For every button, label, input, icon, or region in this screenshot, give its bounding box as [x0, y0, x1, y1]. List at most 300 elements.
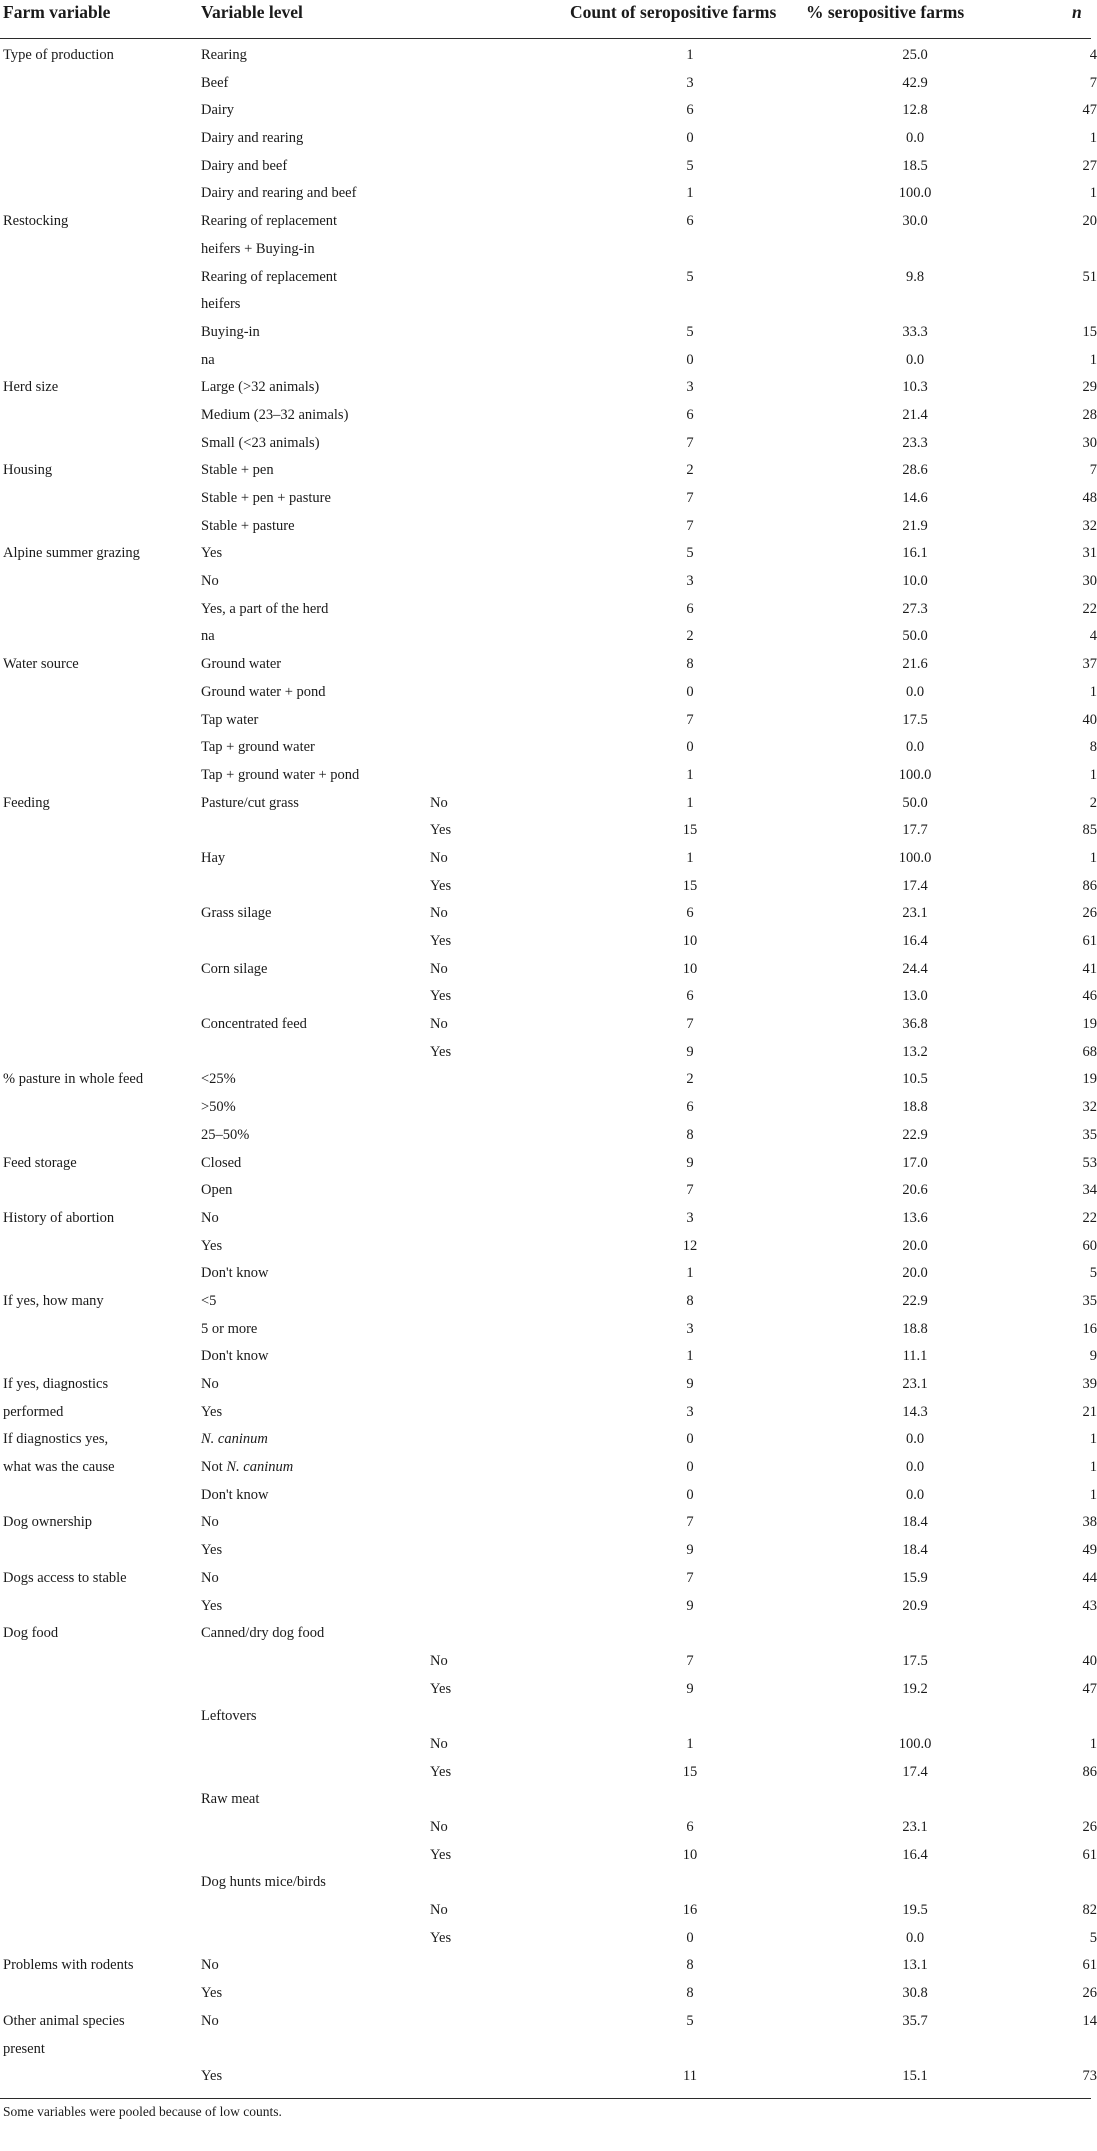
- table-row: [0, 2009, 1097, 2037]
- table-row: [0, 1012, 1097, 1040]
- cell-variable-level: Pasture/cut grass: [201, 794, 299, 811]
- cell-variable-level: Yes: [201, 1542, 223, 1559]
- cell-n: 1: [1089, 766, 1097, 783]
- table-row: [0, 846, 1097, 874]
- cell-count: 1: [686, 47, 694, 63]
- cell-count: 9: [686, 1043, 694, 1060]
- cell-n: 49: [1082, 1542, 1097, 1559]
- cell-percent: 30.8: [902, 1985, 928, 2002]
- cell-count: 2: [686, 628, 694, 645]
- cell-n: 5: [1089, 1929, 1097, 1946]
- cell-percent: 21.9: [902, 517, 928, 534]
- cell-variable-level: Dairy: [201, 102, 235, 119]
- cell-percent: 19.5: [902, 1902, 928, 1919]
- table-row: [0, 680, 1097, 708]
- cell-sub-level: No: [430, 1902, 448, 1919]
- cell-percent: 22.9: [902, 1292, 928, 1309]
- cell-variable-level: Dairy and rearing: [201, 130, 304, 147]
- cell-farm-variable: If diagnostics yes,: [3, 1431, 109, 1448]
- cell-percent: 100.0: [898, 766, 932, 783]
- cell-variable-level: Yes: [201, 1985, 223, 2002]
- table-row: [0, 1483, 1097, 1511]
- table-row: [0, 708, 1097, 736]
- table-row: [0, 569, 1097, 597]
- cell-count: 2: [686, 462, 694, 479]
- cell-percent: 17.4: [902, 1763, 928, 1780]
- cell-n: 26: [1082, 1985, 1097, 2002]
- cell-percent: 12.8: [902, 102, 928, 119]
- table-footnote: Some variables were pooled because of low counts.: [3, 2104, 282, 2119]
- cell-count: 1: [686, 766, 694, 783]
- cell-percent: 15.1: [902, 2068, 928, 2085]
- cell-count: 7: [686, 517, 694, 534]
- cell-percent: 0.0: [905, 351, 925, 368]
- cell-percent: 20.0: [902, 1237, 928, 1254]
- table-row: [0, 1317, 1097, 1345]
- cell-variable-level: Don't know: [201, 1265, 269, 1282]
- cell-percent: 21.4: [902, 406, 928, 423]
- cell-n: 1: [1089, 1431, 1097, 1448]
- cell-count: 5: [686, 157, 694, 174]
- cell-percent: 0.0: [905, 1431, 925, 1448]
- cell-sub-level: Yes: [430, 988, 452, 1005]
- cell-farm-variable: Housing: [3, 462, 53, 479]
- cell-n: 37: [1082, 656, 1097, 673]
- cell-variable-level: Medium (23–32 animals): [201, 406, 349, 423]
- cell-n: 60: [1082, 1237, 1097, 1254]
- cell-percent: 18.8: [902, 1320, 928, 1337]
- cell-n: 1: [1089, 1735, 1097, 1752]
- cell-n: 8: [1089, 739, 1097, 756]
- cell-n: 47: [1082, 1680, 1097, 1697]
- table-row: [0, 541, 1097, 569]
- cell-percent: 17.0: [902, 1154, 928, 1171]
- cell-variable-level: No: [201, 573, 219, 590]
- cell-n: 86: [1082, 877, 1097, 894]
- cell-n: 9: [1089, 1348, 1097, 1365]
- cell-farm-variable: what was the cause: [3, 1459, 115, 1476]
- cell-percent: 10.5: [902, 1071, 928, 1088]
- cell-count: 6: [686, 988, 694, 1005]
- cell-count: 7: [686, 434, 694, 451]
- cell-count: 6: [686, 213, 694, 230]
- table-row: [0, 1898, 1097, 1926]
- cell-count: 7: [686, 1182, 694, 1199]
- cell-percent: 17.4: [902, 877, 928, 894]
- table-row: [0, 209, 1097, 237]
- cell-percent: 17.5: [902, 1652, 928, 1669]
- cell-percent: 0.0: [905, 683, 925, 700]
- cell-count: 8: [686, 1985, 694, 2002]
- cell-n: 28: [1082, 406, 1097, 423]
- cell-percent: 22.9: [902, 1126, 928, 1143]
- cell-n: 21: [1082, 1403, 1097, 1420]
- cell-percent: 13.1: [902, 1957, 928, 1974]
- cell-farm-variable: % pasture in whole feed: [3, 1071, 144, 1088]
- cell-level-text: Not: [201, 1459, 227, 1476]
- cell-percent: 100.0: [898, 1735, 932, 1752]
- cell-n: 73: [1082, 2068, 1097, 2085]
- cell-percent: 16.4: [902, 1846, 928, 1863]
- cell-count: 10: [682, 933, 698, 949]
- cell-count: 5: [686, 2012, 694, 2029]
- table-row: [0, 348, 1097, 376]
- cell-variable-level: Rearing of replacement: [201, 268, 338, 285]
- cell-variable-level: Concentrated feed: [201, 1016, 307, 1033]
- cell-n: 4: [1089, 47, 1097, 63]
- cell-percent: 9.8: [905, 268, 925, 285]
- header-n: n: [1072, 2, 1082, 22]
- cell-percent: 15.9: [902, 1569, 928, 1586]
- cell-count: 6: [686, 905, 694, 922]
- cell-count: 5: [686, 545, 694, 562]
- table-row: [0, 1621, 1091, 1649]
- table-row: [0, 624, 1097, 652]
- cell-farm-variable: performed: [3, 1403, 64, 1420]
- header-farm-variable: Farm variable: [3, 2, 111, 22]
- cell-n: 47: [1082, 102, 1097, 119]
- cell-variable-level: heifers: [201, 296, 241, 313]
- cell-count: 6: [686, 1099, 694, 1116]
- cell-count: 7: [686, 490, 694, 506]
- cell-n: 61: [1082, 1957, 1097, 1974]
- cell-n: 5: [1089, 1265, 1097, 1282]
- cell-n: 86: [1082, 1763, 1097, 1780]
- cell-variable-level: Tap + ground water: [201, 739, 315, 756]
- table-row: [0, 818, 1097, 846]
- cell-count: 0: [686, 1486, 694, 1503]
- cell-n: 39: [1082, 1376, 1097, 1392]
- table-row: [0, 791, 1097, 819]
- cell-count: 0: [686, 1929, 694, 1946]
- cell-count: 15: [682, 877, 698, 894]
- cell-n: 30: [1082, 573, 1097, 590]
- table-row: [0, 1566, 1097, 1594]
- table-row: [0, 292, 1091, 320]
- cell-count: 9: [686, 1376, 694, 1392]
- table-row: [0, 1372, 1097, 1400]
- cell-variable-level: <25%: [201, 1071, 236, 1088]
- cell-farm-variable: Feeding: [3, 794, 50, 811]
- cell-variable-level: Dairy and beef: [201, 157, 288, 174]
- cell-count: 8: [686, 1292, 694, 1309]
- cell-farm-variable: Alpine summer grazing: [3, 545, 140, 562]
- table-row: [0, 957, 1097, 985]
- cell-level-species: N. caninum: [226, 1459, 294, 1476]
- cell-n: 40: [1082, 1652, 1097, 1669]
- cell-percent: 33.3: [902, 323, 928, 340]
- cell-sub-level: Yes: [430, 1929, 452, 1946]
- cell-variable-level: Rearing of replacement: [201, 213, 338, 230]
- table-row: [0, 735, 1097, 763]
- cell-count: 7: [686, 1016, 694, 1033]
- table-row: [0, 514, 1097, 542]
- table-row: [0, 375, 1097, 403]
- cell-n: 30: [1082, 434, 1097, 451]
- cell-n: 40: [1082, 711, 1097, 728]
- cell-percent: 18.5: [902, 157, 928, 174]
- cell-variable-level: na: [201, 628, 215, 645]
- table-row: [0, 1594, 1097, 1622]
- cell-count: 1: [686, 1735, 694, 1752]
- cell-count: 0: [686, 739, 694, 756]
- table-row: [0, 1843, 1097, 1871]
- cell-percent: 0.0: [905, 1486, 925, 1503]
- cell-count: 10: [682, 1846, 698, 1863]
- cell-percent: 21.6: [902, 656, 928, 673]
- cell-variable-level: 25–50%: [201, 1126, 250, 1143]
- cell-percent: 18.4: [902, 1514, 928, 1531]
- cell-sub-level: Yes: [430, 1680, 452, 1697]
- cell-count: 5: [686, 268, 694, 285]
- cell-farm-variable: present: [3, 2040, 45, 2057]
- cell-percent: 14.6: [902, 490, 928, 506]
- cell-variable-level: Yes: [201, 1237, 223, 1254]
- table-row: [0, 403, 1097, 431]
- cell-percent: 27.3: [902, 600, 928, 617]
- table-row: [0, 1427, 1097, 1455]
- table-row: [0, 1704, 1091, 1732]
- cell-percent: 0.0: [905, 1459, 925, 1476]
- cell-variable-level: Yes, a part of the herd: [201, 600, 329, 617]
- table-row: [0, 1261, 1097, 1289]
- cell-sub-level: Yes: [430, 822, 452, 839]
- table-row: [0, 71, 1097, 99]
- table-row: [0, 1815, 1097, 1843]
- table-row: [0, 181, 1097, 209]
- table-row: [0, 1095, 1097, 1123]
- cell-n: 85: [1082, 822, 1097, 839]
- cell-percent: 23.3: [902, 434, 928, 451]
- cell-percent: 20.9: [902, 1597, 928, 1614]
- cell-count: 0: [686, 1459, 694, 1476]
- cell-percent: 16.4: [902, 933, 928, 949]
- cell-n: 1: [1089, 351, 1097, 368]
- cell-sub-level: Yes: [430, 1043, 452, 1060]
- cell-farm-variable: Restocking: [3, 213, 69, 230]
- cell-variable-level: Beef: [201, 74, 229, 91]
- cell-variable-level: Rearing: [201, 47, 247, 63]
- cell-n: 22: [1082, 1209, 1097, 1226]
- cell-farm-variable: Herd size: [3, 379, 59, 396]
- cell-n: 7: [1089, 462, 1097, 479]
- cell-n: 68: [1082, 1043, 1097, 1060]
- cell-n: 16: [1082, 1320, 1097, 1337]
- cell-variable-level: heifers + Buying-in: [201, 240, 315, 257]
- cell-percent: 18.8: [902, 1099, 928, 1116]
- cell-variable-level: Open: [201, 1182, 233, 1199]
- cell-variable-level: na: [201, 351, 215, 368]
- cell-percent: 36.8: [902, 1016, 928, 1033]
- cell-sub-level: Yes: [430, 1846, 452, 1863]
- table-row: [0, 1206, 1097, 1234]
- cell-variable-level: Yes: [201, 1403, 223, 1420]
- table-row: [0, 1123, 1097, 1151]
- cell-count: 6: [686, 600, 694, 617]
- cell-variable-level: Leftovers: [201, 1708, 257, 1725]
- cell-count: 1: [686, 185, 694, 202]
- cell-n: 7: [1089, 74, 1097, 91]
- cell-count: 0: [686, 683, 694, 700]
- cell-variable-level: Raw meat: [201, 1791, 260, 1808]
- cell-count: 3: [686, 1209, 694, 1226]
- table-body: [0, 39, 1097, 2092]
- cell-count: 8: [686, 1126, 694, 1143]
- cell-percent: 0.0: [905, 1929, 925, 1946]
- table-row: [0, 431, 1097, 459]
- cell-percent: 50.0: [902, 628, 928, 645]
- cell-count: 7: [686, 1514, 694, 1531]
- cell-count: 3: [686, 1403, 694, 1420]
- cell-percent: 0.0: [905, 130, 925, 147]
- cell-variable-level: Dog hunts mice/birds: [201, 1874, 326, 1891]
- cell-n: 4: [1089, 628, 1097, 645]
- cell-variable-level: Canned/dry dog food: [201, 1625, 325, 1642]
- cell-farm-variable: If yes, diagnostics: [3, 1376, 109, 1392]
- cell-farm-variable: If yes, how many: [3, 1292, 104, 1309]
- cell-percent: 17.5: [902, 711, 928, 728]
- cell-percent: 23.1: [902, 1376, 928, 1392]
- cell-count: 8: [686, 1957, 694, 1974]
- cell-n: 32: [1082, 1099, 1097, 1116]
- cell-sub-level: No: [430, 1016, 448, 1033]
- cell-count: 2: [686, 1071, 694, 1088]
- cell-count: 1: [686, 849, 694, 866]
- cell-n: 38: [1082, 1514, 1097, 1531]
- cell-n: 1: [1089, 130, 1097, 147]
- cell-count: 8: [686, 656, 694, 673]
- cell-sub-level: No: [430, 960, 448, 977]
- table-row: [0, 1926, 1097, 1954]
- cell-n: 35: [1082, 1126, 1097, 1143]
- cell-variable-level: Stable + pen: [201, 462, 274, 479]
- cell-n: 51: [1082, 268, 1097, 285]
- table-row: [0, 1649, 1097, 1677]
- cell-variable-level: Ground water: [201, 656, 282, 673]
- header-count: Count of seropositive farms: [570, 2, 777, 22]
- table-row: [0, 237, 1091, 265]
- cell-percent: 10.0: [902, 573, 928, 590]
- cell-percent: 100.0: [898, 849, 932, 866]
- cell-percent: 16.1: [902, 545, 928, 562]
- cell-variable-level: Tap water: [201, 711, 259, 728]
- cell-count: 0: [686, 1431, 694, 1448]
- table-row: [0, 1760, 1097, 1788]
- table-row: [0, 984, 1097, 1012]
- cell-variable-level: Tap + ground water + pond: [201, 766, 360, 783]
- cell-variable-level: No: [201, 1569, 219, 1586]
- cell-sub-level: No: [430, 1735, 448, 1752]
- cell-variable-level: Corn silage: [201, 960, 268, 977]
- cell-count: 1: [686, 1348, 694, 1365]
- table-row: [0, 1455, 1097, 1483]
- cell-n: 1: [1089, 185, 1097, 202]
- cell-n: 20: [1082, 213, 1097, 230]
- table-row: [0, 1178, 1097, 1206]
- cell-count: 1: [686, 1265, 694, 1282]
- cell-percent: 18.4: [902, 1542, 928, 1559]
- cell-sub-level: Yes: [430, 1763, 452, 1780]
- table-row: [0, 1151, 1097, 1179]
- table-row: [0, 98, 1097, 126]
- cell-variable-level: Yes: [201, 1597, 223, 1614]
- table-row: [0, 1400, 1097, 1428]
- cell-variable-level: Yes: [201, 2068, 223, 2085]
- header-variable-level: Variable level: [201, 2, 303, 22]
- cell-variable-level: Hay: [201, 849, 226, 866]
- cell-n: 2: [1089, 794, 1097, 811]
- table-row: [0, 929, 1097, 957]
- cell-n: 31: [1082, 545, 1097, 562]
- cell-farm-variable: History of abortion: [3, 1209, 115, 1226]
- table-row: [0, 1953, 1097, 1981]
- table-row: [0, 874, 1097, 902]
- cell-count: 3: [686, 573, 694, 590]
- table-row: [0, 1677, 1097, 1705]
- cell-count: 0: [686, 130, 694, 147]
- cell-count: 3: [686, 1320, 694, 1337]
- cell-count: 9: [686, 1542, 694, 1559]
- cell-sub-level: No: [430, 794, 448, 811]
- cell-percent: 24.4: [902, 960, 928, 977]
- cell-variable-level: No: [201, 1957, 219, 1974]
- cell-n: 44: [1082, 1569, 1097, 1586]
- cell-count: 3: [686, 74, 694, 91]
- cell-variable-level: No: [201, 1514, 219, 1531]
- cell-percent: 13.0: [902, 988, 928, 1005]
- cell-sub-level: Yes: [430, 933, 452, 949]
- cell-farm-variable: Water source: [3, 656, 79, 673]
- cell-variable-level: No: [201, 1376, 219, 1392]
- cell-count: 9: [686, 1154, 694, 1171]
- cell-farm-variable: Dog ownership: [3, 1514, 93, 1531]
- cell-n: 43: [1082, 1597, 1097, 1614]
- cell-variable-level: >50%: [201, 1099, 236, 1116]
- cell-n: 1: [1089, 849, 1097, 866]
- table-row: [0, 2064, 1097, 2092]
- cell-n: 26: [1082, 1819, 1097, 1835]
- table-row: [0, 652, 1097, 680]
- cell-count: 9: [686, 1680, 694, 1697]
- cell-sub-level: No: [430, 1652, 448, 1669]
- cell-n: 46: [1082, 988, 1097, 1005]
- cell-count: 15: [682, 822, 698, 839]
- cell-variable-level: Grass silage: [201, 905, 272, 922]
- cell-percent: 11.1: [902, 1348, 928, 1365]
- cell-percent: 0.0: [905, 739, 925, 756]
- cell-sub-level: No: [430, 1819, 448, 1835]
- cell-count: 5: [686, 323, 694, 340]
- table-row: [0, 1870, 1091, 1898]
- cell-percent: 28.6: [902, 462, 928, 479]
- cell-percent: 30.0: [902, 213, 928, 230]
- cell-n: 26: [1082, 905, 1097, 922]
- cell-sub-level: No: [430, 849, 448, 866]
- cell-farm-variable: Dogs access to stable: [3, 1569, 127, 1586]
- table-row: [0, 126, 1097, 154]
- cell-count: 6: [686, 102, 694, 119]
- cell-count: 9: [686, 1597, 694, 1614]
- cell-n: 15: [1082, 323, 1097, 340]
- table-row: [0, 1787, 1091, 1815]
- cell-percent: 20.6: [902, 1182, 928, 1199]
- header-percent: % seropositive farms: [806, 2, 965, 22]
- table-row: [0, 1732, 1097, 1760]
- table-row: [0, 1510, 1097, 1538]
- cell-farm-variable: Problems with rodents: [3, 1957, 134, 1974]
- cell-percent: 19.2: [902, 1680, 928, 1697]
- table-row: [0, 1289, 1097, 1317]
